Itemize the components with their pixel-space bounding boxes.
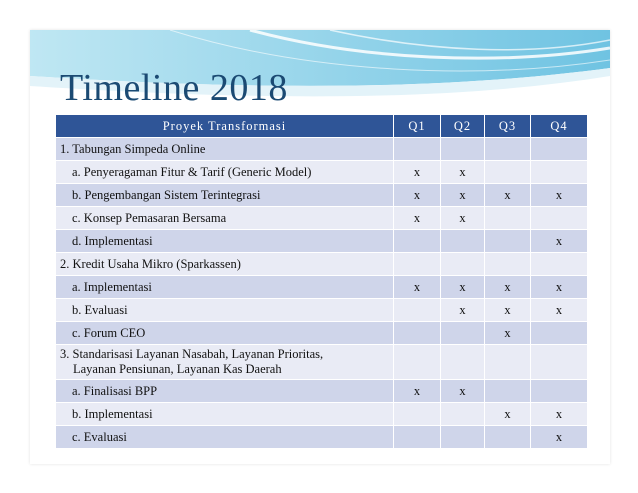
cell-q2: x [441, 161, 485, 184]
cell-q2: x [441, 184, 485, 207]
header-project: Proyek Transformasi [56, 115, 394, 138]
cell-q1 [394, 299, 441, 322]
row-label: 1. Tabungan Simpeda Online [56, 138, 394, 161]
header-q1: Q1 [394, 115, 441, 138]
cell-q3 [485, 345, 531, 380]
table-row [56, 345, 588, 380]
cell-q2 [441, 253, 485, 276]
row-label: a. Implementasi [56, 276, 394, 299]
row-label: c. Forum CEO [56, 322, 394, 345]
page-title: Timeline 2018 [60, 67, 288, 109]
row-label: b. Pengembangan Sistem Terintegrasi [56, 184, 394, 207]
cell-q4: x [531, 230, 588, 253]
table-row [56, 184, 588, 207]
cell-q1: x [394, 207, 441, 230]
row-label-line2: Layanan Pensiunan, Layanan Kas Daerah [73, 362, 282, 376]
header-q2: Q2 [441, 115, 485, 138]
table-row [56, 207, 588, 230]
cell-q3 [485, 230, 531, 253]
cell-q1 [394, 253, 441, 276]
cell-q4: x [531, 276, 588, 299]
cell-q4 [531, 253, 588, 276]
cell-q2: x [441, 380, 485, 403]
cell-q4 [531, 207, 588, 230]
cell-q3 [485, 207, 531, 230]
header-q4: Q4 [531, 115, 588, 138]
table-row [56, 161, 588, 184]
cell-q4: x [531, 426, 588, 449]
row-label-line1: 3. Standarisasi Layanan Nasabah, Layanan Prioritas, [60, 347, 324, 361]
cell-q1: x [394, 161, 441, 184]
row-label: a. Finalisasi BPP [56, 380, 394, 403]
table-row [56, 276, 588, 299]
cell-q3: x [485, 299, 531, 322]
row-label: c. Konsep Pemasaran Bersama [56, 207, 394, 230]
cell-q2 [441, 138, 485, 161]
table-row [56, 230, 588, 253]
row-label: d. Implementasi [56, 230, 394, 253]
cell-q3 [485, 426, 531, 449]
cell-q4: x [531, 299, 588, 322]
cell-q1 [394, 230, 441, 253]
cell-q2 [441, 230, 485, 253]
cell-q1 [394, 426, 441, 449]
table-row [56, 138, 588, 161]
table-row [56, 380, 588, 403]
cell-q4: x [531, 403, 588, 426]
table-row [56, 322, 588, 345]
table-row [56, 253, 588, 276]
cell-q1 [394, 138, 441, 161]
cell-q2 [441, 322, 485, 345]
cell-q3: x [485, 184, 531, 207]
row-label: b. Implementasi [56, 403, 394, 426]
row-label: a. Penyeragaman Fitur & Tarif (Generic Model) [56, 161, 394, 184]
cell-q2: x [441, 299, 485, 322]
cell-q4: x [531, 184, 588, 207]
cell-q2: x [441, 276, 485, 299]
cell-q2 [441, 426, 485, 449]
row-label: c. Evaluasi [56, 426, 394, 449]
table-header-row [56, 115, 588, 138]
cell-q1: x [394, 184, 441, 207]
cell-q3 [485, 161, 531, 184]
table-row [56, 299, 588, 322]
row-label: 2. Kredit Usaha Mikro (Sparkassen) [56, 253, 394, 276]
cell-q2 [441, 345, 485, 380]
slide [30, 30, 610, 464]
row-label: b. Evaluasi [56, 299, 394, 322]
table-row [56, 403, 588, 426]
cell-q4 [531, 138, 588, 161]
cell-q4 [531, 345, 588, 380]
timeline-table [55, 114, 588, 449]
cell-q1 [394, 403, 441, 426]
cell-q1: x [394, 276, 441, 299]
table-row [56, 426, 588, 449]
cell-q4 [531, 380, 588, 403]
cell-q4 [531, 322, 588, 345]
cell-q3 [485, 138, 531, 161]
cell-q3: x [485, 403, 531, 426]
row-label [56, 345, 394, 380]
cell-q2: x [441, 207, 485, 230]
cell-q3 [485, 380, 531, 403]
cell-q3: x [485, 322, 531, 345]
cell-q4 [531, 161, 588, 184]
cell-q3: x [485, 276, 531, 299]
cell-q1 [394, 322, 441, 345]
cell-q1 [394, 345, 441, 380]
cell-q2 [441, 403, 485, 426]
cell-q3 [485, 253, 531, 276]
header-q3: Q3 [485, 115, 531, 138]
cell-q1: x [394, 380, 441, 403]
